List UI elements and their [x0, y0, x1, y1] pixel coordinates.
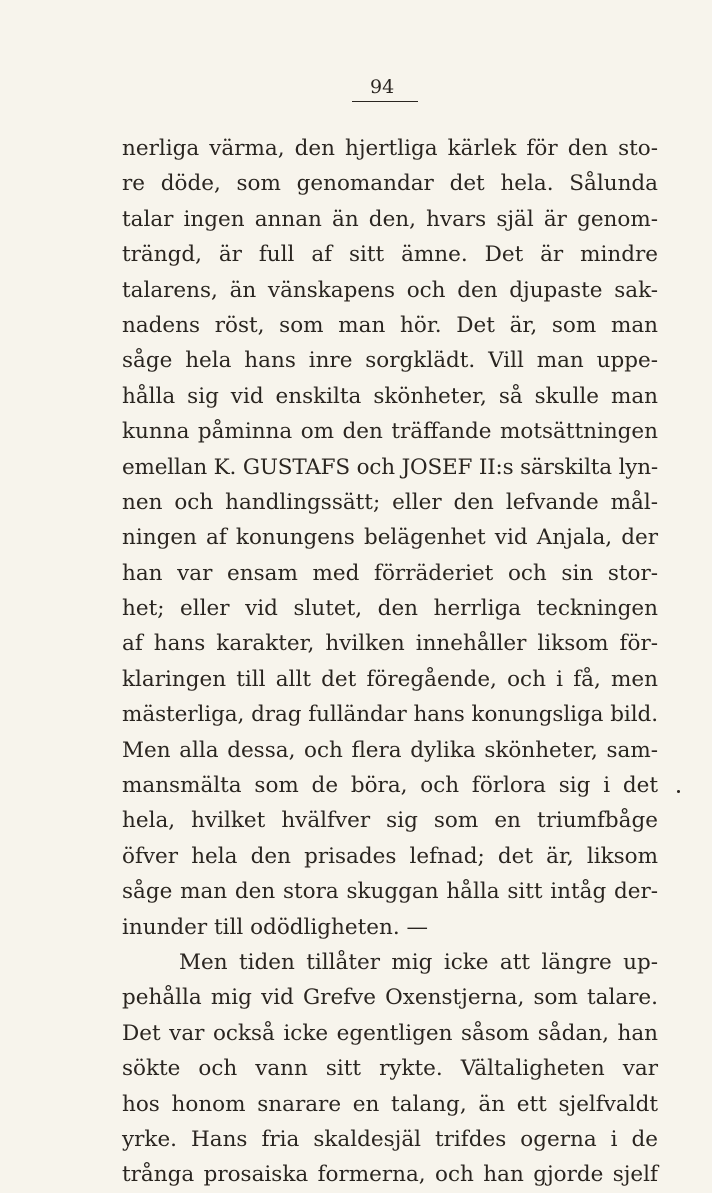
text-line: nadens röst, som man hör. Det är, som man	[122, 312, 658, 338]
text-line: re döde, som genomandar det hela. Sålunda	[122, 171, 658, 197]
text-line: nen och handlingssätt; eller den lefvande mål-	[122, 489, 658, 515]
text-line: ningen af konungens belägenhet vid Anjala, der	[122, 525, 658, 551]
page-number: 94	[370, 76, 395, 98]
text-line-paragraph-start: Men tiden tillåter mig icke att längre up-	[179, 949, 658, 975]
text-line: öfver hela den prisades lefnad; det är, liksom	[122, 843, 658, 869]
text-line: emellan K. GUSTAFS och JOSEF II:s särskilta lyn-	[122, 454, 658, 480]
body-text	[122, 131, 658, 1193]
text-line: han var ensam med förräderiet och sin stor-	[122, 560, 658, 586]
text-line: talar ingen annan än den, hvars själ är genom-	[122, 206, 658, 232]
text-line: nerliga värma, den hjertliga kärlek för den sto-	[122, 136, 658, 161]
ink-speck	[677, 790, 680, 793]
text-line: Men alla dessa, och flera dylika skönheter, sam-	[122, 737, 658, 763]
text-line: het; eller vid slutet, den herrliga teckningen	[122, 596, 658, 622]
text-line: Det var också icke egentligen såsom sådan, han	[122, 1020, 658, 1046]
text-line: kunna påminna om den träffande motsättningen	[122, 419, 658, 445]
text-line: trånga prosaiska formerna, och han gjorde sjelf	[122, 1162, 658, 1188]
text-line: mästerliga, drag fulländar hans konungsliga bild.	[122, 702, 658, 728]
text-line: trängd, är full af sitt ämne. Det är mindre	[122, 242, 658, 268]
text-line: hos honom snarare en talang, än ett sjelfvaldt	[122, 1091, 658, 1117]
text-line: talarens, än vänskapens och den djupaste sak-	[122, 277, 658, 303]
text-line-paragraph-end: inunder till odödligheten. —	[122, 914, 428, 940]
text-line: mansmälta som de böra, och förlora sig i det	[122, 773, 658, 799]
text-line: hela, hvilket hvälfver sig som en triumfbåge	[122, 808, 658, 834]
text-line: yrke. Hans fria skaldesjäl trifdes ogerna i de	[122, 1126, 658, 1152]
text-line: pehålla mig vid Grefve Oxenstjerna, som talare.	[122, 985, 658, 1011]
text-line: klaringen till allt det föregående, och i få, men	[122, 666, 658, 692]
text-line: såge hela hans inre sorgklädt. Vill man uppe-	[122, 348, 658, 374]
page-number-rule	[352, 101, 418, 102]
text-line: såge man den stora skuggan hålla sitt intåg der-	[122, 879, 658, 905]
text-line: sökte och vann sitt rykte. Vältaligheten var	[122, 1056, 658, 1082]
text-line: hålla sig vid enskilta skönheter, så skulle man	[122, 383, 658, 409]
text-line: af hans karakter, hvilken innehåller liksom för-	[122, 631, 658, 657]
